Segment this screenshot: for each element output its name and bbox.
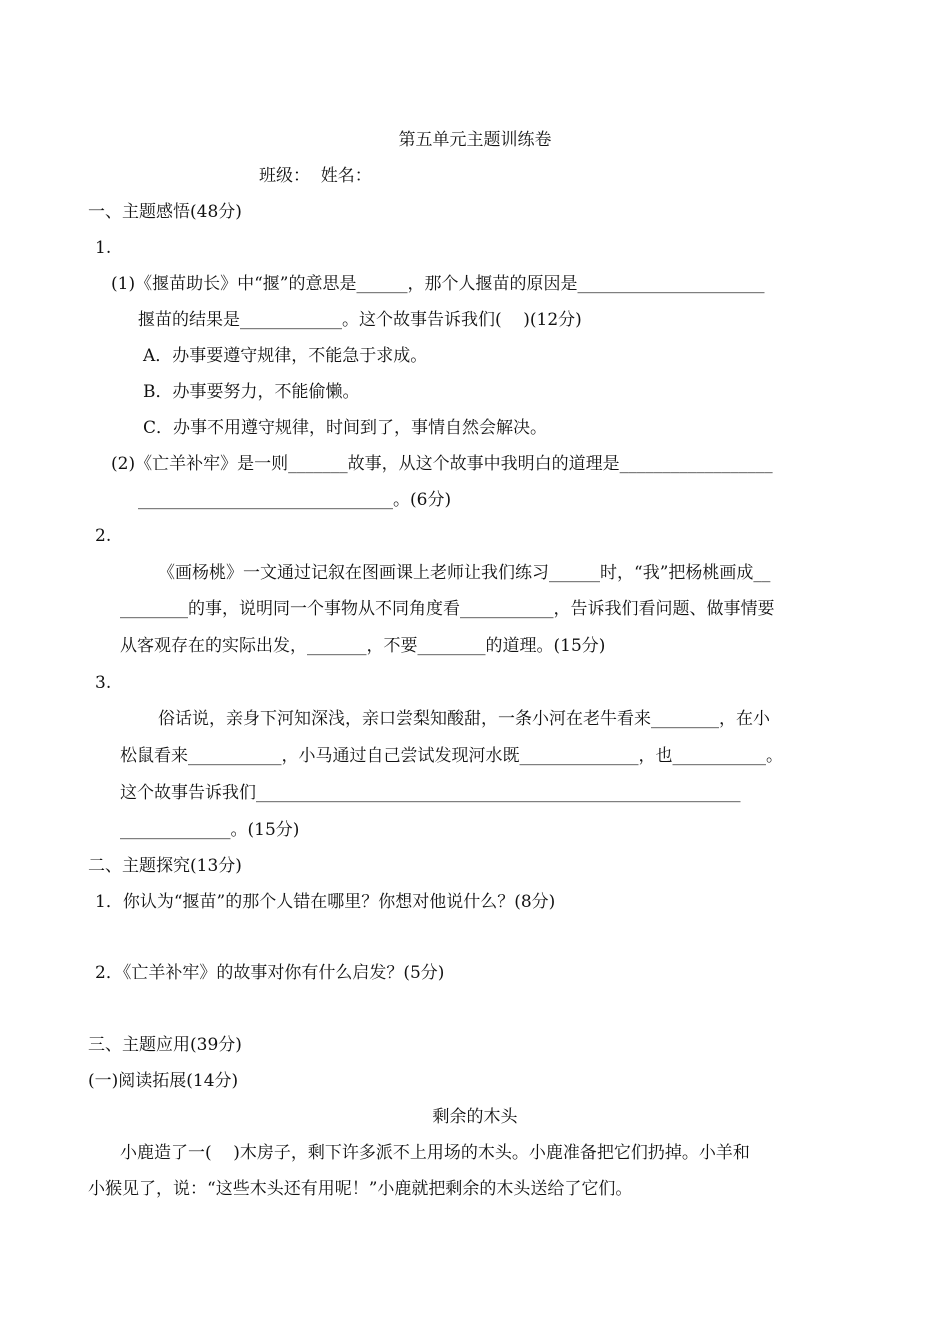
question-2-line-1: 《画杨桃》一文通过记叙在图画课上老师让我们练习______时，“我”把杨桃画成__ — [158, 563, 771, 583]
question-3-line-3: 这个故事告诉我们_________________________________________________________ — [120, 783, 741, 803]
question-1-2-line-2: ______________________________。(6分) — [138, 490, 452, 510]
question-1-1-line-2: 揠苗的结果是____________。这个故事告诉我们( )(12分) — [138, 310, 582, 330]
question-1-2-line-1: (2)《亡羊补牢》是一则_______故事，从这个故事中我明白的道理是__________________ — [111, 454, 773, 474]
section-3-sub-heading: (一)阅读拓展(14分) — [88, 1071, 239, 1091]
question-1-1-line-1: (1)《揠苗助长》中“揠”的意思是______，那个人揠苗的原因是______________________ — [111, 274, 765, 294]
section-2-question-2: 2．《亡羊补牢》的故事对你有什么启发？(5分) — [95, 963, 445, 983]
question-2-number: 2. — [95, 526, 112, 546]
option-b: B．办事要努力，不能偷懒。 — [143, 382, 360, 402]
passage-title: 剩余的木头 — [432, 1107, 518, 1127]
passage-line-1: 小鹿造了一( )木房子，剩下许多派不上用场的木头。小鹿准备把它们扔掉。小羊和 — [120, 1143, 750, 1163]
option-c: C．办事不用遵守规律，时间到了，事情自然会解决。 — [143, 418, 548, 438]
section-2-heading: 二、主题探究(13分) — [88, 856, 242, 876]
option-a: A．办事要遵守规律，不能急于求成。 — [143, 346, 428, 366]
question-3-number: 3. — [95, 673, 112, 693]
section-2-question-1: 1．你认为“揠苗”的那个人错在哪里？你想对他说什么？(8分) — [95, 892, 556, 912]
question-2-line-3: 从客观存在的实际出发，_______，不要________的道理。(15分) — [120, 636, 606, 656]
section-1-heading: 一、主题感悟(48分) — [88, 202, 242, 222]
section-3-heading: 三、主题应用(39分) — [88, 1035, 242, 1055]
question-1-number: 1. — [95, 238, 112, 258]
passage-line-2: 小猴见了，说：“这些木头还有用呢！”小鹿就把剩余的木头送给了它们。 — [88, 1179, 633, 1199]
page-title: 第五单元主题训练卷 — [398, 130, 552, 150]
question-2-line-2: ________的事，说明同一个事物从不同角度看___________，告诉我们看问题、做事情要 — [120, 599, 775, 619]
question-3-line-2: 松鼠看来___________，小马通过自己尝试发现河水既______________，也___________。 — [120, 746, 783, 766]
question-3-line-4: _____________。(15分) — [120, 820, 300, 840]
class-name-line: 班级： 姓名： — [259, 166, 372, 186]
question-3-line-1: 俗话说，亲身下河知深浅，亲口尝梨知酸甜，一条小河在老牛看来________，在小 — [158, 709, 770, 729]
